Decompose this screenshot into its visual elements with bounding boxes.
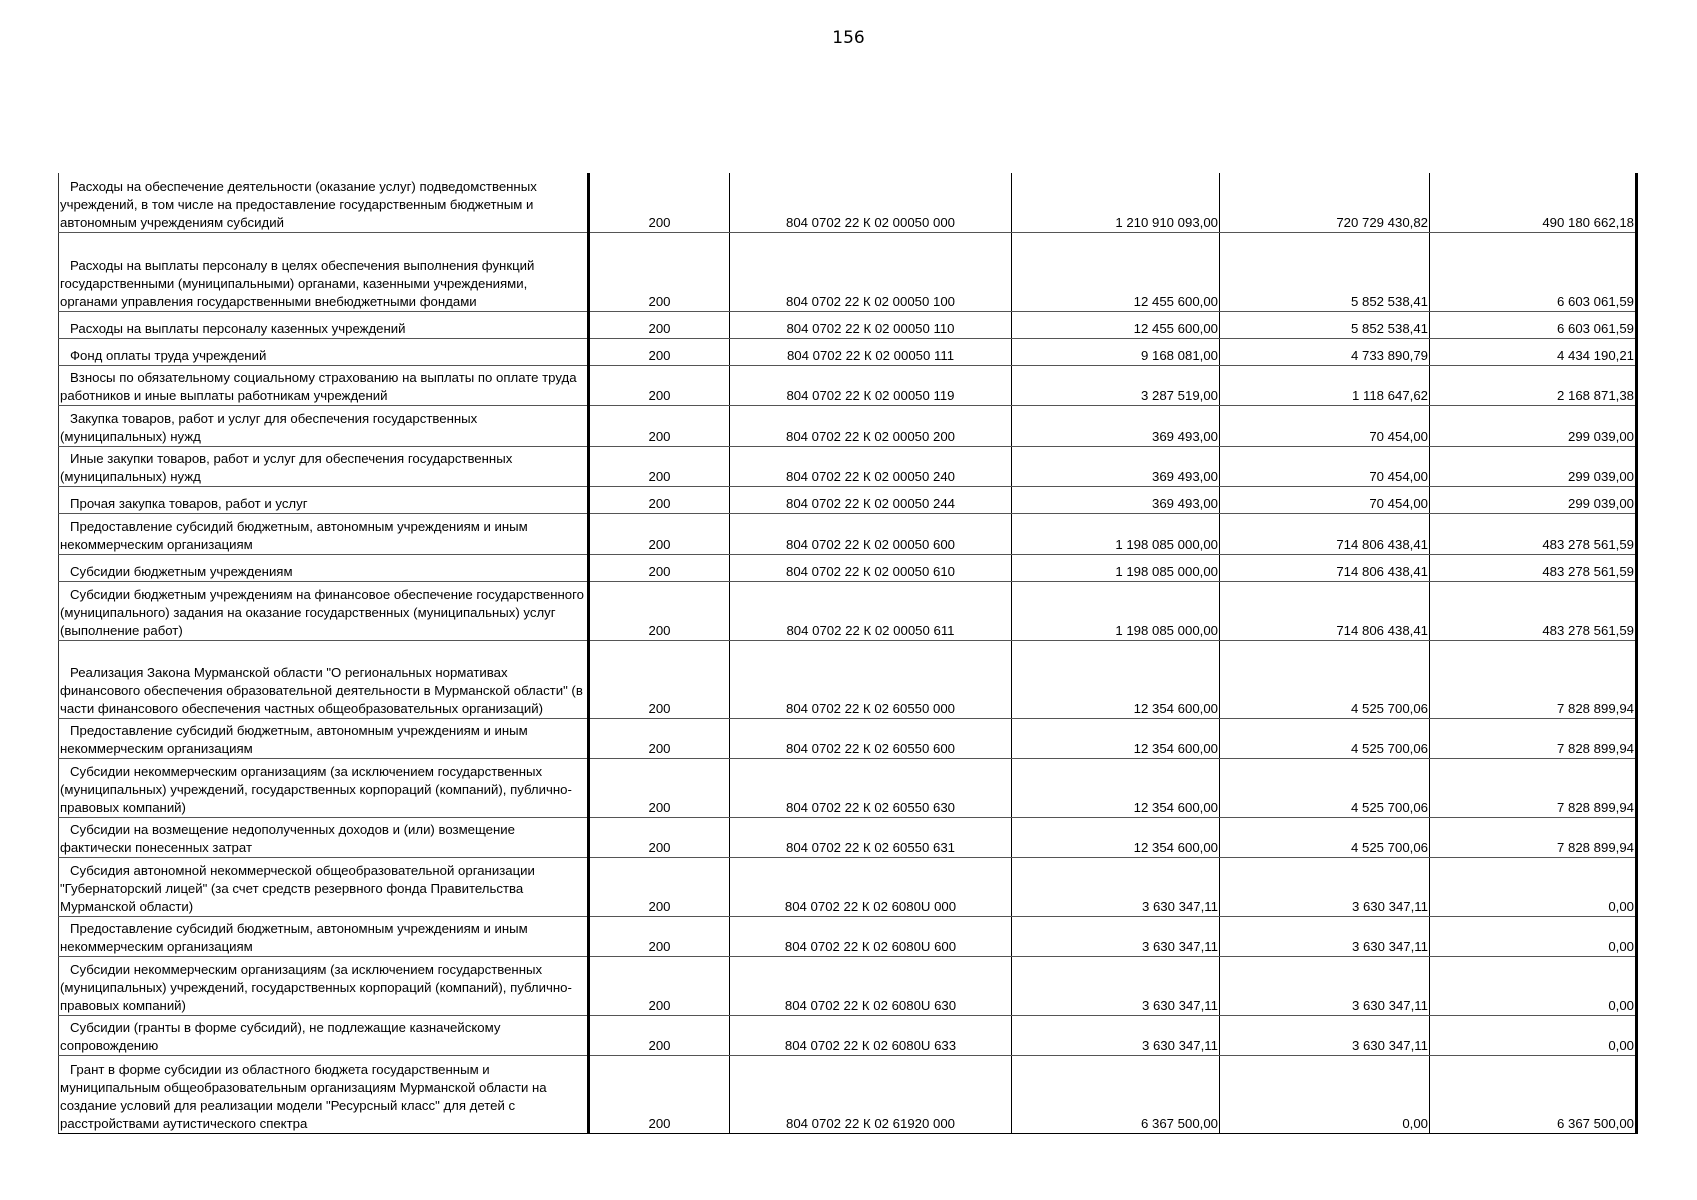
row-line-code: 200 — [589, 173, 730, 232]
row-approved: 369 493,00 — [1012, 405, 1220, 446]
table-body — [59, 173, 1637, 1133]
row-executed: 3 630 347,11 — [1220, 956, 1430, 1015]
row-remaining: 0,00 — [1430, 857, 1637, 916]
row-classification-code: 804 0702 22 К 02 00050 610 — [730, 554, 1012, 581]
row-executed: 4 525 700,06 — [1220, 758, 1430, 817]
row-approved: 12 354 600,00 — [1012, 817, 1220, 857]
table-row — [59, 365, 1637, 405]
row-line-code: 200 — [589, 232, 730, 311]
row-remaining: 0,00 — [1430, 1015, 1637, 1055]
row-approved: 369 493,00 — [1012, 446, 1220, 486]
row-executed: 4 525 700,06 — [1220, 817, 1430, 857]
row-classification-code: 804 0702 22 К 02 6080U 633 — [730, 1015, 1012, 1055]
row-line-code: 200 — [589, 513, 730, 554]
page-number: 156 — [832, 28, 865, 48]
row-approved: 12 455 600,00 — [1012, 311, 1220, 338]
row-executed: 70 454,00 — [1220, 405, 1430, 446]
table-row — [59, 554, 1637, 581]
row-name: Субсидии (гранты в форме субсидий), не подлежащие казначейскому сопровождению — [59, 1015, 589, 1055]
row-executed: 4 525 700,06 — [1220, 718, 1430, 758]
row-approved: 1 198 085 000,00 — [1012, 554, 1220, 581]
row-executed: 4 733 890,79 — [1220, 338, 1430, 365]
row-line-code: 200 — [589, 446, 730, 486]
row-name: Субсидия автономной некоммерческой общеобразовательной организации "Губернаторский лицей" (за счет средств резервного фонда Правительства Мурманской области) — [59, 857, 589, 916]
table-row — [59, 817, 1637, 857]
row-line-code: 200 — [589, 405, 730, 446]
row-remaining: 4 434 190,21 — [1430, 338, 1637, 365]
table-row — [59, 446, 1637, 486]
row-remaining: 6 603 061,59 — [1430, 232, 1637, 311]
row-line-code: 200 — [589, 1015, 730, 1055]
row-remaining: 483 278 561,59 — [1430, 513, 1637, 554]
row-name: Грант в форме субсидии из областного бюджета государственным и муниципальным общеобразовательным организациям Мурманской области на создание условий для реализации модели "Ресурсный класс" для детей с расстройствами аутистического спектра — [59, 1055, 589, 1133]
row-classification-code: 804 0702 22 К 02 61920 000 — [730, 1055, 1012, 1133]
row-remaining: 299 039,00 — [1430, 486, 1637, 513]
row-approved: 12 354 600,00 — [1012, 718, 1220, 758]
row-remaining: 299 039,00 — [1430, 446, 1637, 486]
row-classification-code: 804 0702 22 К 02 00050 244 — [730, 486, 1012, 513]
row-approved: 12 455 600,00 — [1012, 232, 1220, 311]
row-approved: 369 493,00 — [1012, 486, 1220, 513]
row-name: Субсидии некоммерческим организациям (за исключением государственных (муниципальных) учреждений, государственных корпораций (компаний), публично-правовых компаний) — [59, 956, 589, 1015]
table-row — [59, 956, 1637, 1015]
row-remaining: 6 367 500,00 — [1430, 1055, 1637, 1133]
row-line-code: 200 — [589, 1055, 730, 1133]
table-row — [59, 857, 1637, 916]
row-name: Предоставление субсидий бюджетным, автономным учреждениям и иным некоммерческим организациям — [59, 513, 589, 554]
row-classification-code: 804 0702 22 К 02 00050 000 — [730, 173, 1012, 232]
row-executed: 70 454,00 — [1220, 486, 1430, 513]
table-row — [59, 173, 1637, 232]
table-row — [59, 405, 1637, 446]
row-remaining: 7 828 899,94 — [1430, 817, 1637, 857]
row-classification-code: 804 0702 22 К 02 60550 631 — [730, 817, 1012, 857]
row-line-code: 200 — [589, 365, 730, 405]
row-executed: 1 118 647,62 — [1220, 365, 1430, 405]
row-line-code: 200 — [589, 857, 730, 916]
row-remaining: 2 168 871,38 — [1430, 365, 1637, 405]
row-classification-code: 804 0702 22 К 02 60550 600 — [730, 718, 1012, 758]
row-name: Предоставление субсидий бюджетным, автономным учреждениям и иным некоммерческим организациям — [59, 718, 589, 758]
row-executed: 5 852 538,41 — [1220, 311, 1430, 338]
row-classification-code: 804 0702 22 К 02 00050 100 — [730, 232, 1012, 311]
table-row — [59, 581, 1637, 640]
row-name: Фонд оплаты труда учреждений — [59, 338, 589, 365]
table-row — [59, 718, 1637, 758]
row-executed: 70 454,00 — [1220, 446, 1430, 486]
table-row — [59, 916, 1637, 956]
row-remaining: 483 278 561,59 — [1430, 581, 1637, 640]
row-remaining: 7 828 899,94 — [1430, 640, 1637, 718]
row-executed: 714 806 438,41 — [1220, 554, 1430, 581]
row-remaining: 0,00 — [1430, 956, 1637, 1015]
row-approved: 1 198 085 000,00 — [1012, 581, 1220, 640]
row-classification-code: 804 0702 22 К 02 00050 240 — [730, 446, 1012, 486]
row-classification-code: 804 0702 22 К 02 6080U 600 — [730, 916, 1012, 956]
row-approved: 1 210 910 093,00 — [1012, 173, 1220, 232]
row-name: Субсидии бюджетным учреждениям — [59, 554, 589, 581]
row-remaining: 7 828 899,94 — [1430, 718, 1637, 758]
row-remaining: 7 828 899,94 — [1430, 758, 1637, 817]
row-line-code: 200 — [589, 640, 730, 718]
row-name: Закупка товаров, работ и услуг для обеспечения государственных (муниципальных) нужд — [59, 405, 589, 446]
row-classification-code: 804 0702 22 К 02 00050 200 — [730, 405, 1012, 446]
row-approved: 12 354 600,00 — [1012, 640, 1220, 718]
row-line-code: 200 — [589, 338, 730, 365]
row-name: Субсидии на возмещение недополученных доходов и (или) возмещение фактически понесенных затрат — [59, 817, 589, 857]
row-classification-code: 804 0702 22 К 02 6080U 000 — [730, 857, 1012, 916]
row-approved: 3 630 347,11 — [1012, 956, 1220, 1015]
table-row — [59, 1055, 1637, 1133]
row-remaining: 0,00 — [1430, 916, 1637, 956]
row-name: Субсидии некоммерческим организациям (за исключением государственных (муниципальных) учреждений, государственных корпораций (компаний), публично-правовых компаний) — [59, 758, 589, 817]
row-remaining: 299 039,00 — [1430, 405, 1637, 446]
row-executed: 714 806 438,41 — [1220, 513, 1430, 554]
table-row — [59, 338, 1637, 365]
row-name: Расходы на обеспечение деятельности (оказание услуг) подведомственных учреждений, в том числе на предоставление государственным бюджетным и автономным учреждениям субсидий — [59, 173, 589, 232]
row-line-code: 200 — [589, 817, 730, 857]
row-executed: 0,00 — [1220, 1055, 1430, 1133]
table-row — [59, 1015, 1637, 1055]
row-line-code: 200 — [589, 758, 730, 817]
table-row — [59, 640, 1637, 718]
row-approved: 3 630 347,11 — [1012, 1015, 1220, 1055]
table-row — [59, 486, 1637, 513]
row-classification-code: 804 0702 22 К 02 00050 611 — [730, 581, 1012, 640]
row-name: Взносы по обязательному социальному страхованию на выплаты по оплате труда работников и иные выплаты работникам учреждений — [59, 365, 589, 405]
row-approved: 3 287 519,00 — [1012, 365, 1220, 405]
row-classification-code: 804 0702 22 К 02 00050 110 — [730, 311, 1012, 338]
row-name: Расходы на выплаты персоналу казенных учреждений — [59, 311, 589, 338]
table-row — [59, 513, 1637, 554]
row-remaining: 6 603 061,59 — [1430, 311, 1637, 338]
row-executed: 714 806 438,41 — [1220, 581, 1430, 640]
row-name: Иные закупки товаров, работ и услуг для обеспечения государственных (муниципальных) нужд — [59, 446, 589, 486]
row-executed: 3 630 347,11 — [1220, 916, 1430, 956]
row-line-code: 200 — [589, 916, 730, 956]
row-executed: 4 525 700,06 — [1220, 640, 1430, 718]
row-remaining: 490 180 662,18 — [1430, 173, 1637, 232]
row-name: Расходы на выплаты персоналу в целях обеспечения выполнения функций государственными (муниципальными) органами, казенными учреждениями, органами управления государственными внебюджетными фондами — [59, 232, 589, 311]
row-approved: 1 198 085 000,00 — [1012, 513, 1220, 554]
row-remaining: 483 278 561,59 — [1430, 554, 1637, 581]
row-executed: 3 630 347,11 — [1220, 1015, 1430, 1055]
row-approved: 9 168 081,00 — [1012, 338, 1220, 365]
row-name: Реализация Закона Мурманской области "О региональных нормативах финансового обеспечения образовательной деятельности в Мурманской области" (в части финансового обеспечения частных общеобразовательных организаций) — [59, 640, 589, 718]
row-classification-code: 804 0702 22 К 02 6080U 630 — [730, 956, 1012, 1015]
row-approved: 3 630 347,11 — [1012, 916, 1220, 956]
row-line-code: 200 — [589, 718, 730, 758]
row-name: Субсидии бюджетным учреждениям на финансовое обеспечение государственного (муниципального) задания на оказание государственных (муниципальных) услуг (выполнение работ) — [59, 581, 589, 640]
row-name: Прочая закупка товаров, работ и услуг — [59, 486, 589, 513]
row-classification-code: 804 0702 22 К 02 00050 600 — [730, 513, 1012, 554]
expenditure-table — [58, 173, 1638, 1134]
table-row — [59, 758, 1637, 817]
row-line-code: 200 — [589, 554, 730, 581]
row-name: Предоставление субсидий бюджетным, автономным учреждениям и иным некоммерческим организациям — [59, 916, 589, 956]
row-line-code: 200 — [589, 581, 730, 640]
row-executed: 3 630 347,11 — [1220, 857, 1430, 916]
row-line-code: 200 — [589, 486, 730, 513]
row-classification-code: 804 0702 22 К 02 60550 630 — [730, 758, 1012, 817]
row-approved: 6 367 500,00 — [1012, 1055, 1220, 1133]
row-classification-code: 804 0702 22 К 02 00050 111 — [730, 338, 1012, 365]
row-approved: 3 630 347,11 — [1012, 857, 1220, 916]
row-classification-code: 804 0702 22 К 02 60550 000 — [730, 640, 1012, 718]
row-line-code: 200 — [589, 311, 730, 338]
row-executed: 5 852 538,41 — [1220, 232, 1430, 311]
table-row — [59, 232, 1637, 311]
row-classification-code: 804 0702 22 К 02 00050 119 — [730, 365, 1012, 405]
row-line-code: 200 — [589, 956, 730, 1015]
table-row — [59, 311, 1637, 338]
row-executed: 720 729 430,82 — [1220, 173, 1430, 232]
row-approved: 12 354 600,00 — [1012, 758, 1220, 817]
